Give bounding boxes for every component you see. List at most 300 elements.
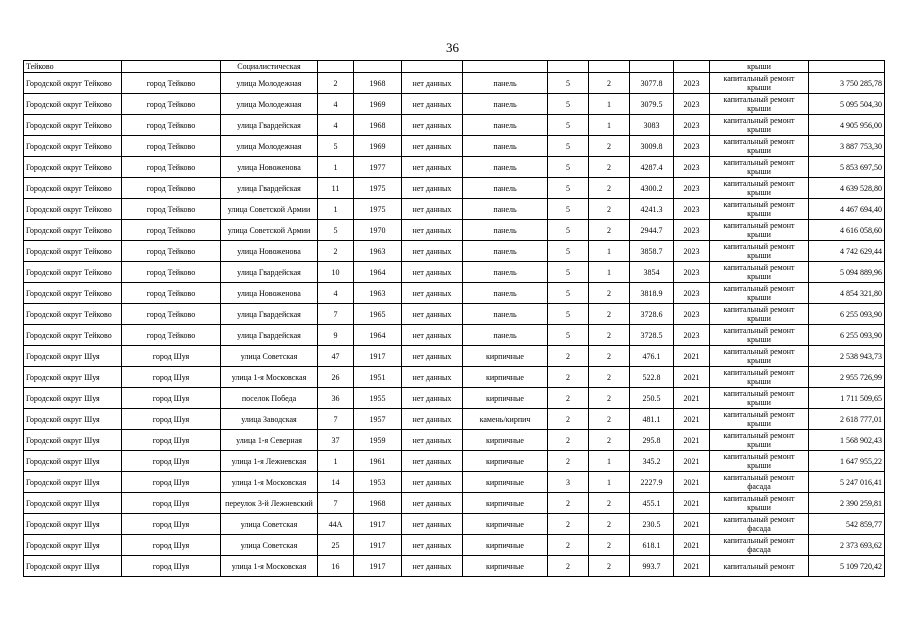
work-cell: капитальный ремонт крыши [710, 220, 809, 241]
last-repair-cell: нет данных [402, 535, 463, 556]
plan-year-cell: 2023 [674, 199, 710, 220]
plan-year-cell: 2021 [674, 430, 710, 451]
area-cell: 3083 [630, 115, 674, 136]
street-cell: Социалистическая [221, 61, 318, 73]
wall-cell: панель [463, 115, 548, 136]
entrances-cell: 2 [589, 430, 630, 451]
street-cell: улица Гвардейская [221, 178, 318, 199]
floors-cell: 5 [548, 157, 589, 178]
plan-year-cell: 2021 [674, 556, 710, 577]
wall-cell: кирпичные [463, 388, 548, 409]
plan-year-cell: 2021 [674, 493, 710, 514]
work-cell: крыши [710, 61, 809, 73]
cost-cell: 3 750 285,78 [809, 73, 885, 94]
locality-cell: город Тейково [122, 178, 221, 199]
work-cell: капитальный ремонт крыши [710, 94, 809, 115]
house-cell: 26 [318, 367, 354, 388]
municipality-cell: Городской округ Тейково [24, 73, 122, 94]
table-row [24, 241, 885, 262]
plan-year-cell: 2021 [674, 388, 710, 409]
entrances-cell: 1 [589, 472, 630, 493]
plan-year-cell: 2023 [674, 157, 710, 178]
floors-cell: 2 [548, 409, 589, 430]
continued-row [24, 61, 885, 73]
entrances-cell: 2 [589, 199, 630, 220]
entrances-cell: 2 [589, 367, 630, 388]
last-repair-cell: нет данных [402, 178, 463, 199]
entrances-cell: 1 [589, 241, 630, 262]
table-row [24, 409, 885, 430]
municipality-cell: Городской округ Тейково [24, 157, 122, 178]
year-cell: 1964 [354, 325, 402, 346]
floors-cell: 2 [548, 493, 589, 514]
locality-cell: город Шуя [122, 430, 221, 451]
table-row [24, 535, 885, 556]
street-cell: улица 1-я Московская [221, 472, 318, 493]
cost-cell: 2 538 943,73 [809, 346, 885, 367]
municipality-cell: Городской округ Шуя [24, 409, 122, 430]
wall-cell: кирпичные [463, 430, 548, 451]
wall-cell: кирпичные [463, 535, 548, 556]
entrances-cell: 1 [589, 262, 630, 283]
year-cell: 1917 [354, 514, 402, 535]
last-repair-cell: нет данных [402, 136, 463, 157]
street-cell: улица Гвардейская [221, 262, 318, 283]
work-cell: капитальный ремонт крыши [710, 367, 809, 388]
floors-cell: 5 [548, 94, 589, 115]
house-cell: 1 [318, 199, 354, 220]
year-cell: 1963 [354, 283, 402, 304]
floors-cell: 5 [548, 73, 589, 94]
floors-cell: 5 [548, 304, 589, 325]
plan-year-cell: 2023 [674, 283, 710, 304]
house-cell: 37 [318, 430, 354, 451]
plan-year-cell: 2023 [674, 136, 710, 157]
municipality-cell: Городской округ Тейково [24, 220, 122, 241]
municipality-cell: Городской округ Тейково [24, 262, 122, 283]
wall-cell [463, 61, 548, 73]
locality-cell: город Тейково [122, 157, 221, 178]
municipality-cell: Городской округ Шуя [24, 514, 122, 535]
area-cell: 4287.4 [630, 157, 674, 178]
table-row [24, 304, 885, 325]
work-cell: капитальный ремонт крыши [710, 241, 809, 262]
municipality-cell: Городской округ Тейково [24, 178, 122, 199]
last-repair-cell: нет данных [402, 346, 463, 367]
locality-cell: город Тейково [122, 283, 221, 304]
house-cell: 14 [318, 472, 354, 493]
cost-cell: 5 109 720,42 [809, 556, 885, 577]
street-cell: улица Молодежная [221, 73, 318, 94]
floors-cell: 2 [548, 535, 589, 556]
cost-cell: 6 255 093,90 [809, 325, 885, 346]
locality-cell: город Шуя [122, 514, 221, 535]
municipality-cell: Городской округ Тейково [24, 136, 122, 157]
year-cell: 1917 [354, 535, 402, 556]
street-cell: улица Советской Армии [221, 199, 318, 220]
entrances-cell: 2 [589, 556, 630, 577]
work-cell: капитальный ремонт крыши [710, 409, 809, 430]
cost-cell: 2 373 693,62 [809, 535, 885, 556]
wall-cell: кирпичные [463, 346, 548, 367]
wall-cell: кирпичные [463, 472, 548, 493]
house-cell: 4 [318, 115, 354, 136]
house-cell: 5 [318, 220, 354, 241]
wall-cell: панель [463, 157, 548, 178]
house-cell: 44А [318, 514, 354, 535]
page-number: 36 [446, 40, 459, 55]
year-cell: 1965 [354, 304, 402, 325]
last-repair-cell: нет данных [402, 556, 463, 577]
cost-cell: 4 854 321,80 [809, 283, 885, 304]
work-cell: капитальный ремонт крыши [710, 178, 809, 199]
area-cell: 4241.3 [630, 199, 674, 220]
table-row [24, 73, 885, 94]
plan-year-cell: 2021 [674, 367, 710, 388]
work-cell: капитальный ремонт крыши [710, 325, 809, 346]
floors-cell: 5 [548, 178, 589, 199]
entrances-cell: 1 [589, 115, 630, 136]
municipality-cell: Городской округ Тейково [24, 325, 122, 346]
plan-year-cell: 2023 [674, 241, 710, 262]
street-cell: улица Советская [221, 535, 318, 556]
municipality-cell: Городской округ Тейково [24, 115, 122, 136]
work-cell: капитальный ремонт крыши [710, 304, 809, 325]
work-cell: капитальный ремонт [710, 556, 809, 577]
cost-cell: 5 853 697,50 [809, 157, 885, 178]
area-cell: 2944.7 [630, 220, 674, 241]
last-repair-cell: нет данных [402, 304, 463, 325]
floors-cell: 2 [548, 346, 589, 367]
year-cell: 1917 [354, 346, 402, 367]
plan-year-cell: 2023 [674, 262, 710, 283]
area-cell: 230.5 [630, 514, 674, 535]
wall-cell: кирпичные [463, 367, 548, 388]
last-repair-cell: нет данных [402, 388, 463, 409]
year-cell: 1959 [354, 430, 402, 451]
work-cell: капитальный ремонт крыши [710, 199, 809, 220]
year-cell: 1975 [354, 199, 402, 220]
house-cell: 11 [318, 178, 354, 199]
last-repair-cell: нет данных [402, 262, 463, 283]
locality-cell: город Тейково [122, 325, 221, 346]
floors-cell: 5 [548, 220, 589, 241]
last-repair-cell: нет данных [402, 325, 463, 346]
municipality-cell: Городской округ Шуя [24, 556, 122, 577]
house-cell: 2 [318, 73, 354, 94]
last-repair-cell: нет данных [402, 409, 463, 430]
entrances-cell: 1 [589, 451, 630, 472]
year-cell: 1977 [354, 157, 402, 178]
cost-cell: 2 390 259,81 [809, 493, 885, 514]
year-cell: 1969 [354, 136, 402, 157]
work-cell: капитальный ремонт крыши [710, 262, 809, 283]
entrances-cell: 2 [589, 535, 630, 556]
house-cell: 7 [318, 304, 354, 325]
wall-cell: кирпичные [463, 556, 548, 577]
wall-cell: панель [463, 262, 548, 283]
last-repair-cell [402, 61, 463, 73]
municipality-cell: Городской округ Тейково [24, 199, 122, 220]
plan-year-cell: 2021 [674, 451, 710, 472]
street-cell: улица Новоженова [221, 283, 318, 304]
floors-cell: 2 [548, 514, 589, 535]
street-cell: поселок Победа [221, 388, 318, 409]
housing-repair-table [23, 60, 885, 577]
house-cell: 1 [318, 157, 354, 178]
table-row [24, 325, 885, 346]
last-repair-cell: нет данных [402, 451, 463, 472]
area-cell: 3077.8 [630, 73, 674, 94]
plan-year-cell: 2023 [674, 73, 710, 94]
entrances-cell: 2 [589, 73, 630, 94]
house-cell: 4 [318, 94, 354, 115]
wall-cell: камень/кирпич [463, 409, 548, 430]
wall-cell: панель [463, 136, 548, 157]
street-cell: улица Молодежная [221, 136, 318, 157]
work-cell: капитальный ремонт фасада [710, 514, 809, 535]
municipality-cell: Городской округ Шуя [24, 451, 122, 472]
plan-year-cell [674, 61, 710, 73]
street-cell: улица Новоженова [221, 157, 318, 178]
house-cell: 47 [318, 346, 354, 367]
floors-cell: 5 [548, 325, 589, 346]
wall-cell: панель [463, 73, 548, 94]
locality-cell: город Шуя [122, 472, 221, 493]
locality-cell: город Шуя [122, 535, 221, 556]
municipality-cell: Городской округ Шуя [24, 367, 122, 388]
area-cell: 345.2 [630, 451, 674, 472]
floors-cell: 2 [548, 388, 589, 409]
cost-cell: 1 647 955,22 [809, 451, 885, 472]
plan-year-cell: 2023 [674, 115, 710, 136]
cost-cell: 4 905 956,00 [809, 115, 885, 136]
table-row [24, 220, 885, 241]
cost-cell [809, 61, 885, 73]
floors-cell: 2 [548, 430, 589, 451]
area-cell: 3728.6 [630, 304, 674, 325]
entrances-cell: 2 [589, 157, 630, 178]
year-cell: 1955 [354, 388, 402, 409]
area-cell: 4300.2 [630, 178, 674, 199]
last-repair-cell: нет данных [402, 472, 463, 493]
table-row [24, 493, 885, 514]
plan-year-cell: 2023 [674, 304, 710, 325]
locality-cell: город Тейково [122, 73, 221, 94]
year-cell: 1969 [354, 94, 402, 115]
last-repair-cell: нет данных [402, 199, 463, 220]
house-cell: 10 [318, 262, 354, 283]
last-repair-cell: нет данных [402, 115, 463, 136]
table-row [24, 472, 885, 493]
table-row [24, 367, 885, 388]
last-repair-cell: нет данных [402, 220, 463, 241]
wall-cell: панель [463, 178, 548, 199]
municipality-cell: Городской округ Шуя [24, 493, 122, 514]
entrances-cell: 1 [589, 94, 630, 115]
wall-cell: панель [463, 304, 548, 325]
table-row [24, 262, 885, 283]
house-cell: 2 [318, 241, 354, 262]
wall-cell: панель [463, 283, 548, 304]
floors-cell: 5 [548, 262, 589, 283]
year-cell: 1953 [354, 472, 402, 493]
entrances-cell: 2 [589, 325, 630, 346]
table-row [24, 451, 885, 472]
street-cell: улица Советская [221, 514, 318, 535]
street-cell: улица Гвардейская [221, 325, 318, 346]
street-cell: улица Советская [221, 346, 318, 367]
plan-year-cell: 2021 [674, 535, 710, 556]
house-cell: 7 [318, 409, 354, 430]
municipality-cell: Городской округ Тейково [24, 241, 122, 262]
cost-cell: 4 616 058,60 [809, 220, 885, 241]
year-cell: 1964 [354, 262, 402, 283]
municipality-cell: Городской округ Шуя [24, 388, 122, 409]
area-cell: 993.7 [630, 556, 674, 577]
locality-cell: город Тейково [122, 304, 221, 325]
entrances-cell: 2 [589, 283, 630, 304]
street-cell: улица 1-я Московская [221, 367, 318, 388]
area-cell: 476.1 [630, 346, 674, 367]
table-row [24, 94, 885, 115]
locality-cell: город Тейково [122, 115, 221, 136]
locality-cell: город Тейково [122, 136, 221, 157]
cost-cell: 5 094 889,96 [809, 262, 885, 283]
floors-cell: 5 [548, 115, 589, 136]
floors-cell: 2 [548, 451, 589, 472]
cost-cell: 4 467 694,40 [809, 199, 885, 220]
table-row [24, 157, 885, 178]
last-repair-cell: нет данных [402, 241, 463, 262]
year-cell: 1961 [354, 451, 402, 472]
cost-cell: 2 618 777,01 [809, 409, 885, 430]
locality-cell [122, 61, 221, 73]
plan-year-cell: 2023 [674, 220, 710, 241]
floors-cell: 2 [548, 556, 589, 577]
entrances-cell: 2 [589, 220, 630, 241]
municipality-cell: Городской округ Шуя [24, 430, 122, 451]
plan-year-cell: 2021 [674, 409, 710, 430]
street-cell: улица Гвардейская [221, 304, 318, 325]
house-cell: 4 [318, 283, 354, 304]
table-row [24, 199, 885, 220]
last-repair-cell: нет данных [402, 367, 463, 388]
cost-cell: 1 711 509,65 [809, 388, 885, 409]
street-cell: улица 1-я Московская [221, 556, 318, 577]
municipality-cell: Городской округ Шуя [24, 346, 122, 367]
table-row [24, 178, 885, 199]
table-row [24, 514, 885, 535]
cost-cell: 5 095 504,30 [809, 94, 885, 115]
entrances-cell: 2 [589, 409, 630, 430]
year-cell [354, 61, 402, 73]
entrances-cell: 2 [589, 136, 630, 157]
work-cell: капитальный ремонт крыши [710, 346, 809, 367]
entrances-cell: 2 [589, 388, 630, 409]
area-cell: 481.1 [630, 409, 674, 430]
year-cell: 1963 [354, 241, 402, 262]
table-row [24, 388, 885, 409]
street-cell: улица 1-я Северная [221, 430, 318, 451]
entrances-cell: 2 [589, 514, 630, 535]
municipality-cell: Городской округ Тейково [24, 304, 122, 325]
floors-cell: 5 [548, 241, 589, 262]
year-cell: 1968 [354, 73, 402, 94]
year-cell: 1970 [354, 220, 402, 241]
entrances-cell [589, 61, 630, 73]
entrances-cell: 2 [589, 493, 630, 514]
house-cell: 7 [318, 493, 354, 514]
work-cell: капитальный ремонт крыши [710, 157, 809, 178]
locality-cell: город Тейково [122, 241, 221, 262]
last-repair-cell: нет данных [402, 94, 463, 115]
table-row [24, 283, 885, 304]
floors-cell: 5 [548, 136, 589, 157]
year-cell: 1975 [354, 178, 402, 199]
year-cell: 1957 [354, 409, 402, 430]
street-cell: улица Гвардейская [221, 115, 318, 136]
area-cell: 522.8 [630, 367, 674, 388]
municipality-cell: Городской округ Шуя [24, 472, 122, 493]
locality-cell: город Шуя [122, 493, 221, 514]
wall-cell: панель [463, 241, 548, 262]
street-cell: улица Советской Армии [221, 220, 318, 241]
last-repair-cell: нет данных [402, 514, 463, 535]
floors-cell: 3 [548, 472, 589, 493]
street-cell: улица Заводская [221, 409, 318, 430]
locality-cell: город Тейково [122, 199, 221, 220]
work-cell: капитальный ремонт крыши [710, 73, 809, 94]
wall-cell: панель [463, 199, 548, 220]
work-cell: капитальный ремонт фасада [710, 472, 809, 493]
house-cell: 5 [318, 136, 354, 157]
cost-cell: 542 859,77 [809, 514, 885, 535]
house-cell: 36 [318, 388, 354, 409]
work-cell: капитальный ремонт крыши [710, 388, 809, 409]
street-cell: переулок 3-й Лежневский [221, 493, 318, 514]
locality-cell: город Тейково [122, 262, 221, 283]
last-repair-cell: нет данных [402, 283, 463, 304]
municipality-cell: Городской округ Тейково [24, 94, 122, 115]
house-cell [318, 61, 354, 73]
cost-cell: 1 568 902,43 [809, 430, 885, 451]
work-cell: капитальный ремонт крыши [710, 430, 809, 451]
entrances-cell: 2 [589, 346, 630, 367]
wall-cell: кирпичные [463, 451, 548, 472]
area-cell: 3728.5 [630, 325, 674, 346]
cost-cell: 5 247 016,41 [809, 472, 885, 493]
table-row [24, 556, 885, 577]
work-cell: капитальный ремонт крыши [710, 451, 809, 472]
last-repair-cell: нет данных [402, 493, 463, 514]
plan-year-cell: 2021 [674, 472, 710, 493]
wall-cell: кирпичные [463, 514, 548, 535]
area-cell: 250.5 [630, 388, 674, 409]
floors-cell: 5 [548, 199, 589, 220]
floors-cell: 5 [548, 283, 589, 304]
cost-cell: 6 255 093,90 [809, 304, 885, 325]
floors-cell: 2 [548, 367, 589, 388]
work-cell: капитальный ремонт крыши [710, 283, 809, 304]
house-cell: 25 [318, 535, 354, 556]
locality-cell: город Тейково [122, 94, 221, 115]
locality-cell: город Тейково [122, 220, 221, 241]
entrances-cell: 2 [589, 304, 630, 325]
work-cell: капитальный ремонт крыши [710, 493, 809, 514]
street-cell: улица Молодежная [221, 94, 318, 115]
last-repair-cell: нет данных [402, 73, 463, 94]
